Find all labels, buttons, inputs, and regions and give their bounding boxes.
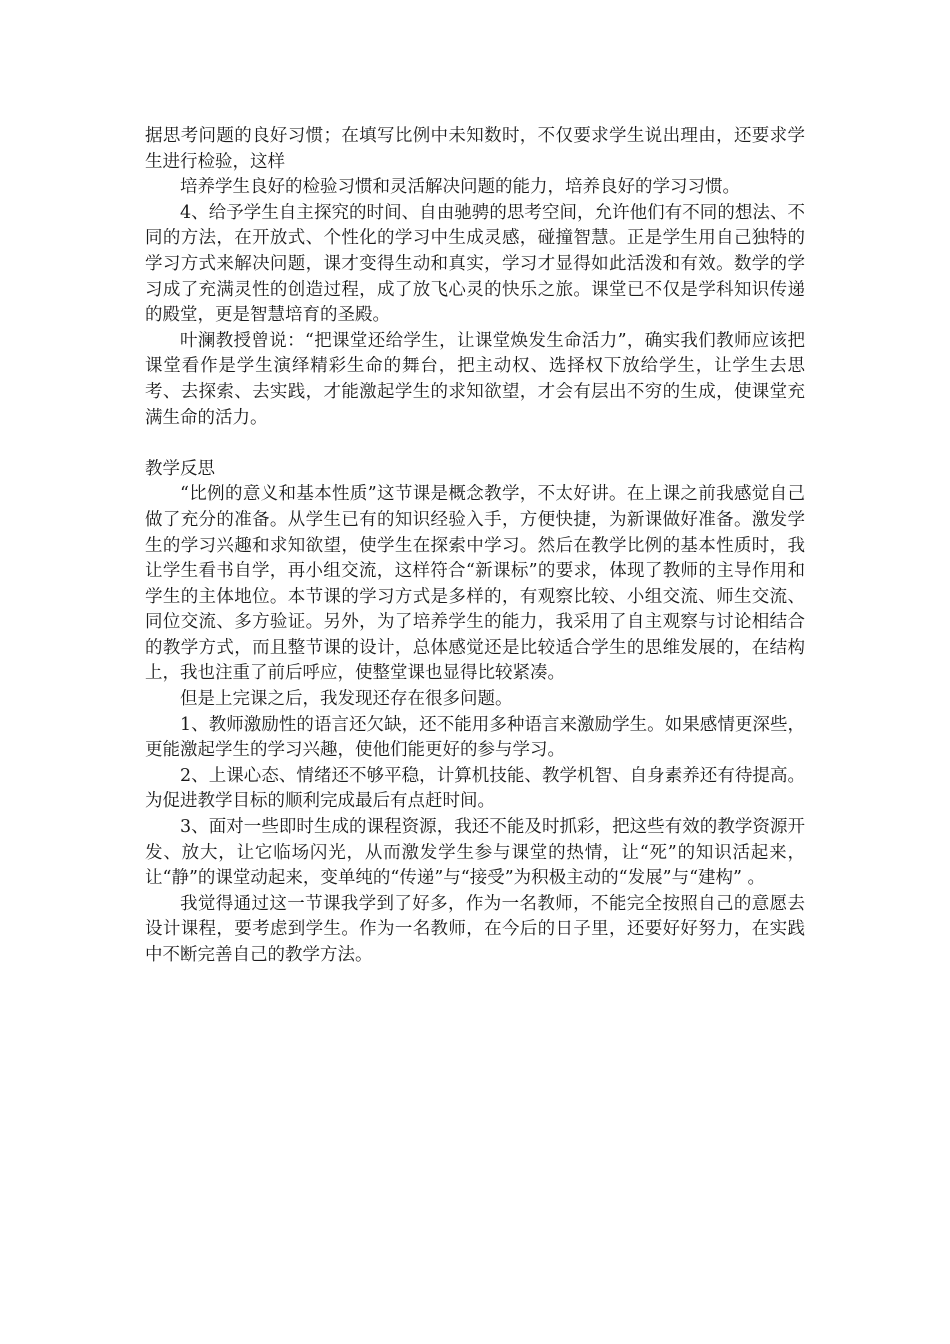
paragraph-reflection-intro: “比例的意义和基本性质”这节课是概念教学，不太好讲。在上课之前我感觉自己做了充分的准备。从学生已有的知识经验入手，方便快捷，为新课做好准备。激发学生的学习兴趣和求知欲望，使学生在探索中学习。然后在教学比例的基本性质时，我让学生看书自学，再小组交流，这样符合“新课标”的要求，体现了教师的主导作用和学生的主体地位。本节课的学习方式是多样的，有观察比较、小组交流、师生交流、同位交流、多方验证。另外，为了培养学生的能力，我采用了自主观察与讨论相结合的教学方式，而且整节课的设计，总体感觉还是比较适合学生的思维发展的，在结构上，我也注重了前后呼应，使整堂课也显得比较紧凑。: [145, 484, 805, 684]
section-heading-reflection: 教学反思: [145, 458, 215, 479]
document-page: [145, 124, 805, 969]
paragraph-point-4: 4、给予学生自主探究的时间、自由驰骋的思考空间，允许他们有不同的想法、不同的方法，在开放式、个性化的学习中生成灵感，碰撞智慧。正是学生用自己独特的学习方式来解决问题，课才变得生动和真实，学习才显得如此活泼和有效。数学的学习成了充满灵性的创造过程，成了放飞心灵的快乐之旅。课堂已不仅是学科知识传递的殿堂，更是智慧培育的圣殿。: [145, 202, 805, 326]
paragraph-conclusion: 我觉得通过这一节课我学到了好多，作为一名教师，不能完全按照自己的意愿去设计课程，要考虑到学生。作为一名教师，在今后的日子里，还要好好努力，在实践中不断完善自己的教学方法。: [145, 893, 805, 965]
paragraph-problems-intro: 但是上完课之后，我发现还存在很多问题。: [180, 689, 513, 710]
blank-line: [145, 431, 805, 457]
paragraph-problem-3: 3、面对一些即时生成的课程资源，我还不能及时抓彩，把这些有效的教学资源开发、放大，让它临场闪光，从而激发学生参与课堂的热情，让“死”的知识活起来，让“静”的课堂动起来，变单纯的“传递”与“接受”为积极主动的“发展”与“建构” 。: [145, 817, 805, 889]
paragraph-problem-2: 2、上课心态、情绪还不够平稳，计算机技能、教学机智、自身素养还有待提高。为促进教学目标的顺利完成最后有点赶时间。: [145, 765, 805, 812]
paragraph-continuation: 据思考问题的良好习惯；在填写比例中未知数时，不仅要求学生说出理由，还要求学生进行检验，这样: [145, 126, 805, 172]
paragraph-habit: 培养学生良好的检验习惯和灵活解决问题的能力，培养良好的学习习惯。: [180, 177, 740, 198]
paragraph-problem-1: 1、教师激励性的语言还欠缺，还不能用多种语言来激励学生。如果感情更深些，更能激起学生的学习兴趣，使他们能更好的参与学习。: [145, 714, 805, 761]
paragraph-quote: 叶澜教授曾说：“把课堂还给学生，让课堂焕发生命活力”，确实我们教师应该把课堂看作是学生演绎精彩生命的舞台，把主动权、选择权下放给学生，让学生去思考、去探索、去实践，才能激起学生的求知欲望，才会有层出不穷的生成，使课堂充满生命的活力。: [145, 330, 805, 428]
